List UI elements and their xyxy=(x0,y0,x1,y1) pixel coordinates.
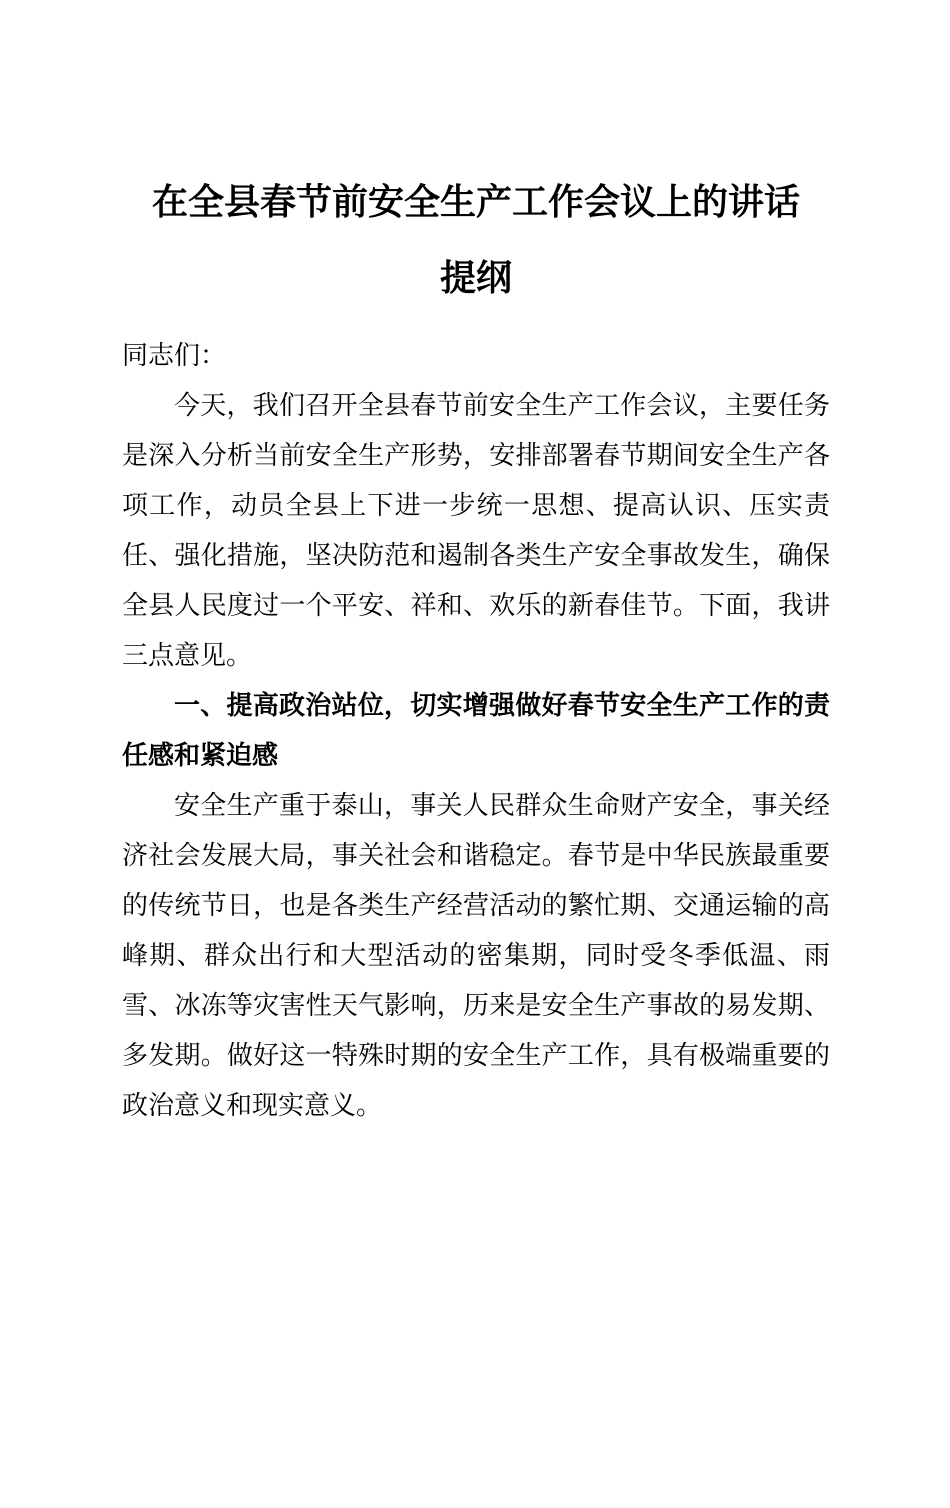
document-title-line-1: 在全县春节前安全生产工作会议上的讲话 xyxy=(151,181,800,222)
paragraph-line: 峰期、群众出行和大型活动的密集期，同时受冬季低温、雨 xyxy=(122,940,830,970)
paragraph-line: 全县人民度过一个平安、祥和、欢乐的新春佳节。下面，我讲 xyxy=(122,590,830,620)
salutation-line: 同志们： xyxy=(122,340,227,370)
paragraph-line: 雪、冰冻等灾害性天气影响，历来是安全生产事故的易发期、 xyxy=(122,990,830,1020)
paragraph-line: 任、强化措施，坚决防范和遏制各类生产安全事故发生，确保 xyxy=(122,540,830,570)
document-title xyxy=(122,164,830,316)
heading-line: 一、提高政治站位，切实增强做好春节安全生产工作的责 xyxy=(174,690,830,720)
document-body xyxy=(122,330,830,1130)
paragraph-line: 今天，我们召开全县春节前安全生产工作会议，主要任务 xyxy=(174,390,830,420)
heading-line: 任感和紧迫感 xyxy=(122,740,279,770)
paragraph-line: 济社会发展大局，事关社会和谐稳定。春节是中华民族最重要 xyxy=(122,840,830,870)
paragraph-line: 政治意义和现实意义。 xyxy=(122,1090,383,1120)
paragraph-line: 的传统节日，也是各类生产经营活动的繁忙期、交通运输的高 xyxy=(122,890,830,920)
paragraph-line: 项工作，动员全县上下进一步统一思想、提高认识、压实责 xyxy=(122,490,830,520)
paragraph-line: 安全生产重于泰山，事关人民群众生命财产安全，事关经 xyxy=(174,790,830,820)
paragraph-line: 三点意见。 xyxy=(122,640,253,670)
paragraph-line: 多发期。做好这一特殊时期的安全生产工作，具有极端重要的 xyxy=(122,1040,830,1070)
paragraph-line: 是深入分析当前安全生产形势，安排部署春节期间安全生产各 xyxy=(122,440,830,470)
document-page xyxy=(0,164,950,1508)
document-title-line-2: 提纲 xyxy=(439,257,512,298)
